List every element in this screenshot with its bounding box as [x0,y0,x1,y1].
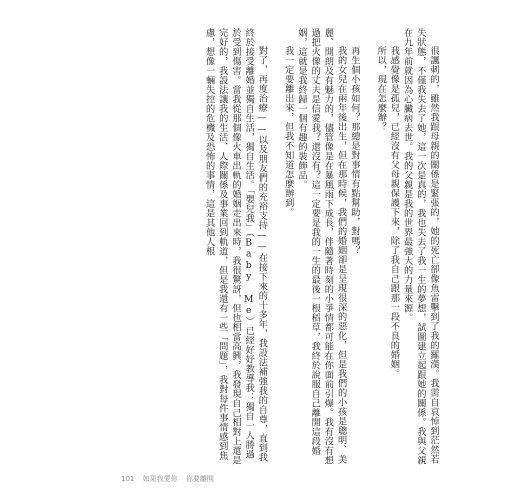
paragraph: 我感覺像是孤兒，已經沒有父母親保護下來，除了我自己跟那一段不良的婚姻。 [388,46,400,379]
body-text [92,28,440,468]
paragraph: 所以，現在怎麼辦？ [375,46,387,132]
page-number: 101 [121,475,135,483]
page-footer [121,474,220,484]
paragraph: 再生個小孩如何？那總是對事情有點幫助，對嗎？ [348,46,360,256]
paragraph: 對了，再度治療——以及朋友們的充裕支持——在接下來的十多年，我設法補強我的自尊，直到我終於接受離婚並獨自生活，獨自生活。「嬰兒我」（Baby Me）已經好好教導我：獨自一人勝過於受到傷害。當我從那個像火車出軌的婚姻走出來時，我很驚訝，但也相當高興，我發現自己相對上還是完好的，我設法讓我的生活、人際關係及事業回到軌道，但是我還有一些「問題」，我對每件事情感到焦慮，想像一輛失控的危機及恐怖的事情，這是其他人根 [203,28,268,465]
running-title: 如果我愛你 [142,475,178,483]
paragraph: 很諷刺的，雖然我跟母親的關係是緊張的，她的死亡卻像魚雷擊到了我的羅漢。我需自哀悼到茫然若失狀態，不僅我失去了她，這一次是真的，我也失去了我一生的夢想，試圖建立起跟她的關係。我與父親在九年前就因為心臟病去世。我的父親是我的世界最強大的力量來源。 [401,28,439,465]
paragraph: 我一定要離出來，但我不知道怎麼辦到。 [282,46,294,218]
paragraph: 我的女兒在兩年後出生，但在那時候，我們的婚姻卻是呈現很深的惡化，但是我們的小孩是聰明、美麗、開朗及有魅力的，儘管像是在暴風雨下成長，伴隨著時刻的小爭情都可能在你面前引爆。我有沒有想過把火像的丈夫是信愛我？還沒有？這一定要是我的一生的最後一根稻草，我終於說服自己離開這段婚姻，這就是我終歸一個有趣的裝飾品。 [295,28,347,465]
chapter-title: 你要離開 [185,475,214,483]
